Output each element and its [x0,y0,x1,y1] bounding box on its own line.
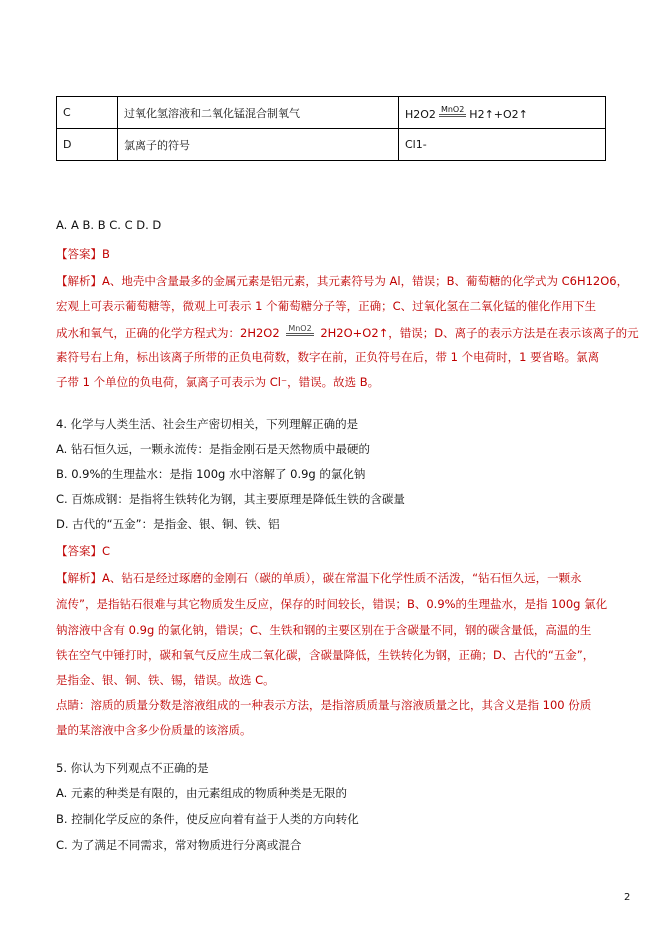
q4-option: D. 古代的“五金”：是指金、银、铜、铁、铝 [56,517,280,531]
options-table [56,96,606,161]
q5-option: A. 元素的种类是有限的，由元素组成的物质种类是无限的 [56,786,347,800]
expression-cell [399,97,606,129]
catalyst: MnO2 [439,105,466,117]
q4-answer: 【答案】C [56,544,111,558]
content-cell: 过氧化氢溶液和二氧化锰混合制氧气 [118,97,399,129]
text: 成水和氧气，正确的化学方程式为：2H2O2 [56,326,284,340]
content-cell: 氯离子的符号 [118,129,399,161]
page-number: 2 [624,892,631,903]
q4-tip-line: 量的某溶液中含多少份质量的该溶质。 [56,723,252,737]
q3-analysis-line [56,324,639,341]
q4-analysis-line: 铁在空气中锤打时，碳和氧气反应生成二氧化碳，含碳量降低，生铁转化为钢，正确；D、古代的“五金”， [56,648,595,662]
q4-stem: 4. 化学与人类生活、社会生产密切相关，下列理解正确的是 [56,417,359,431]
q3-answer: 【答案】B [56,247,110,261]
table-row [57,129,606,161]
q4-option: C. 百炼成钢：是指将生铁转化为钢，其主要原理是降低生铁的含碳量 [56,492,405,506]
q3-analysis-line: 宏观上可表示葡萄糖等，微观上可表示 1 个葡萄糖分子等，正确；C、过氧化氢在二氧化锰的催化作用下生 [56,299,597,313]
q5-option: C. 为了满足不同需求，常对物质进行分离或混合 [56,838,302,852]
q4-analysis-line: 流传”，是指钻石很难与其它物质发生反应，保存的时间较长，错误；B、0.9%的生理盐水，是指 100g 氯化 [56,597,608,611]
table-row [57,97,606,129]
q5-stem: 5. 你认为下列观点不正确的是 [56,761,209,775]
catalyst: MnO2 [286,324,313,336]
q4-analysis-line: 是指金、银、铜、铁、锡，错误。故选 C。 [56,673,275,687]
q4-option: A. 钻石恒久远，一颗永流传：是指金刚石是天然物质中最硬的 [56,442,370,456]
products: H2↑+O2↑ [469,107,528,121]
q4-tip-line: 点睛：溶质的质量分数是溶液组成的一种表示方法，是指溶质质量与溶液质量之比，其含义是指 100 份质 [56,698,592,712]
option-cell: C [57,97,118,129]
q3-analysis-line: 【解析】A、地壳中含量最多的金属元素是铝元素，其元素符号为 Al，错误；B、葡萄糖的化学式为 C6H12O6， [56,274,629,288]
option-cell: D [57,129,118,161]
expression-cell: Cl1- [399,129,606,161]
q4-analysis-line: 钠溶液中含有 0.9g 的氯化钠，错误；C、生铁和钢的主要区别在于含碳量不同，钢的碳含量低，高温的生 [56,623,592,637]
q3-analysis-line: 素符号右上角，标出该离子所带的正负电荷数，数字在前，正负符号在后，带 1 个电荷时，1 要省略。氯离 [56,350,600,364]
q3-analysis-line: 子带 1 个单位的负电荷，氯离子可表示为 Cl⁻，错误。故选 B。 [56,375,380,389]
reactant: H2O2 [405,107,436,121]
text: 2H2O+O2↑，错误；D、离子的表示方法是在表示该离子的元 [316,326,639,340]
q4-option: B. 0.9%的生理盐水：是指 100g 水中溶解了 0.9g 的氯化钠 [56,467,366,481]
q3-choices: A. A B. B C. C D. D [56,218,162,232]
q4-analysis-line: 【解析】A、钻石是经过琢磨的金刚石（碳的单质），碳在常温下化学性质不活泼，“钻石恒久远，一颗永 [56,571,582,585]
q5-option: B. 控制化学反应的条件，使反应向着有益于人类的方向转化 [56,812,359,826]
